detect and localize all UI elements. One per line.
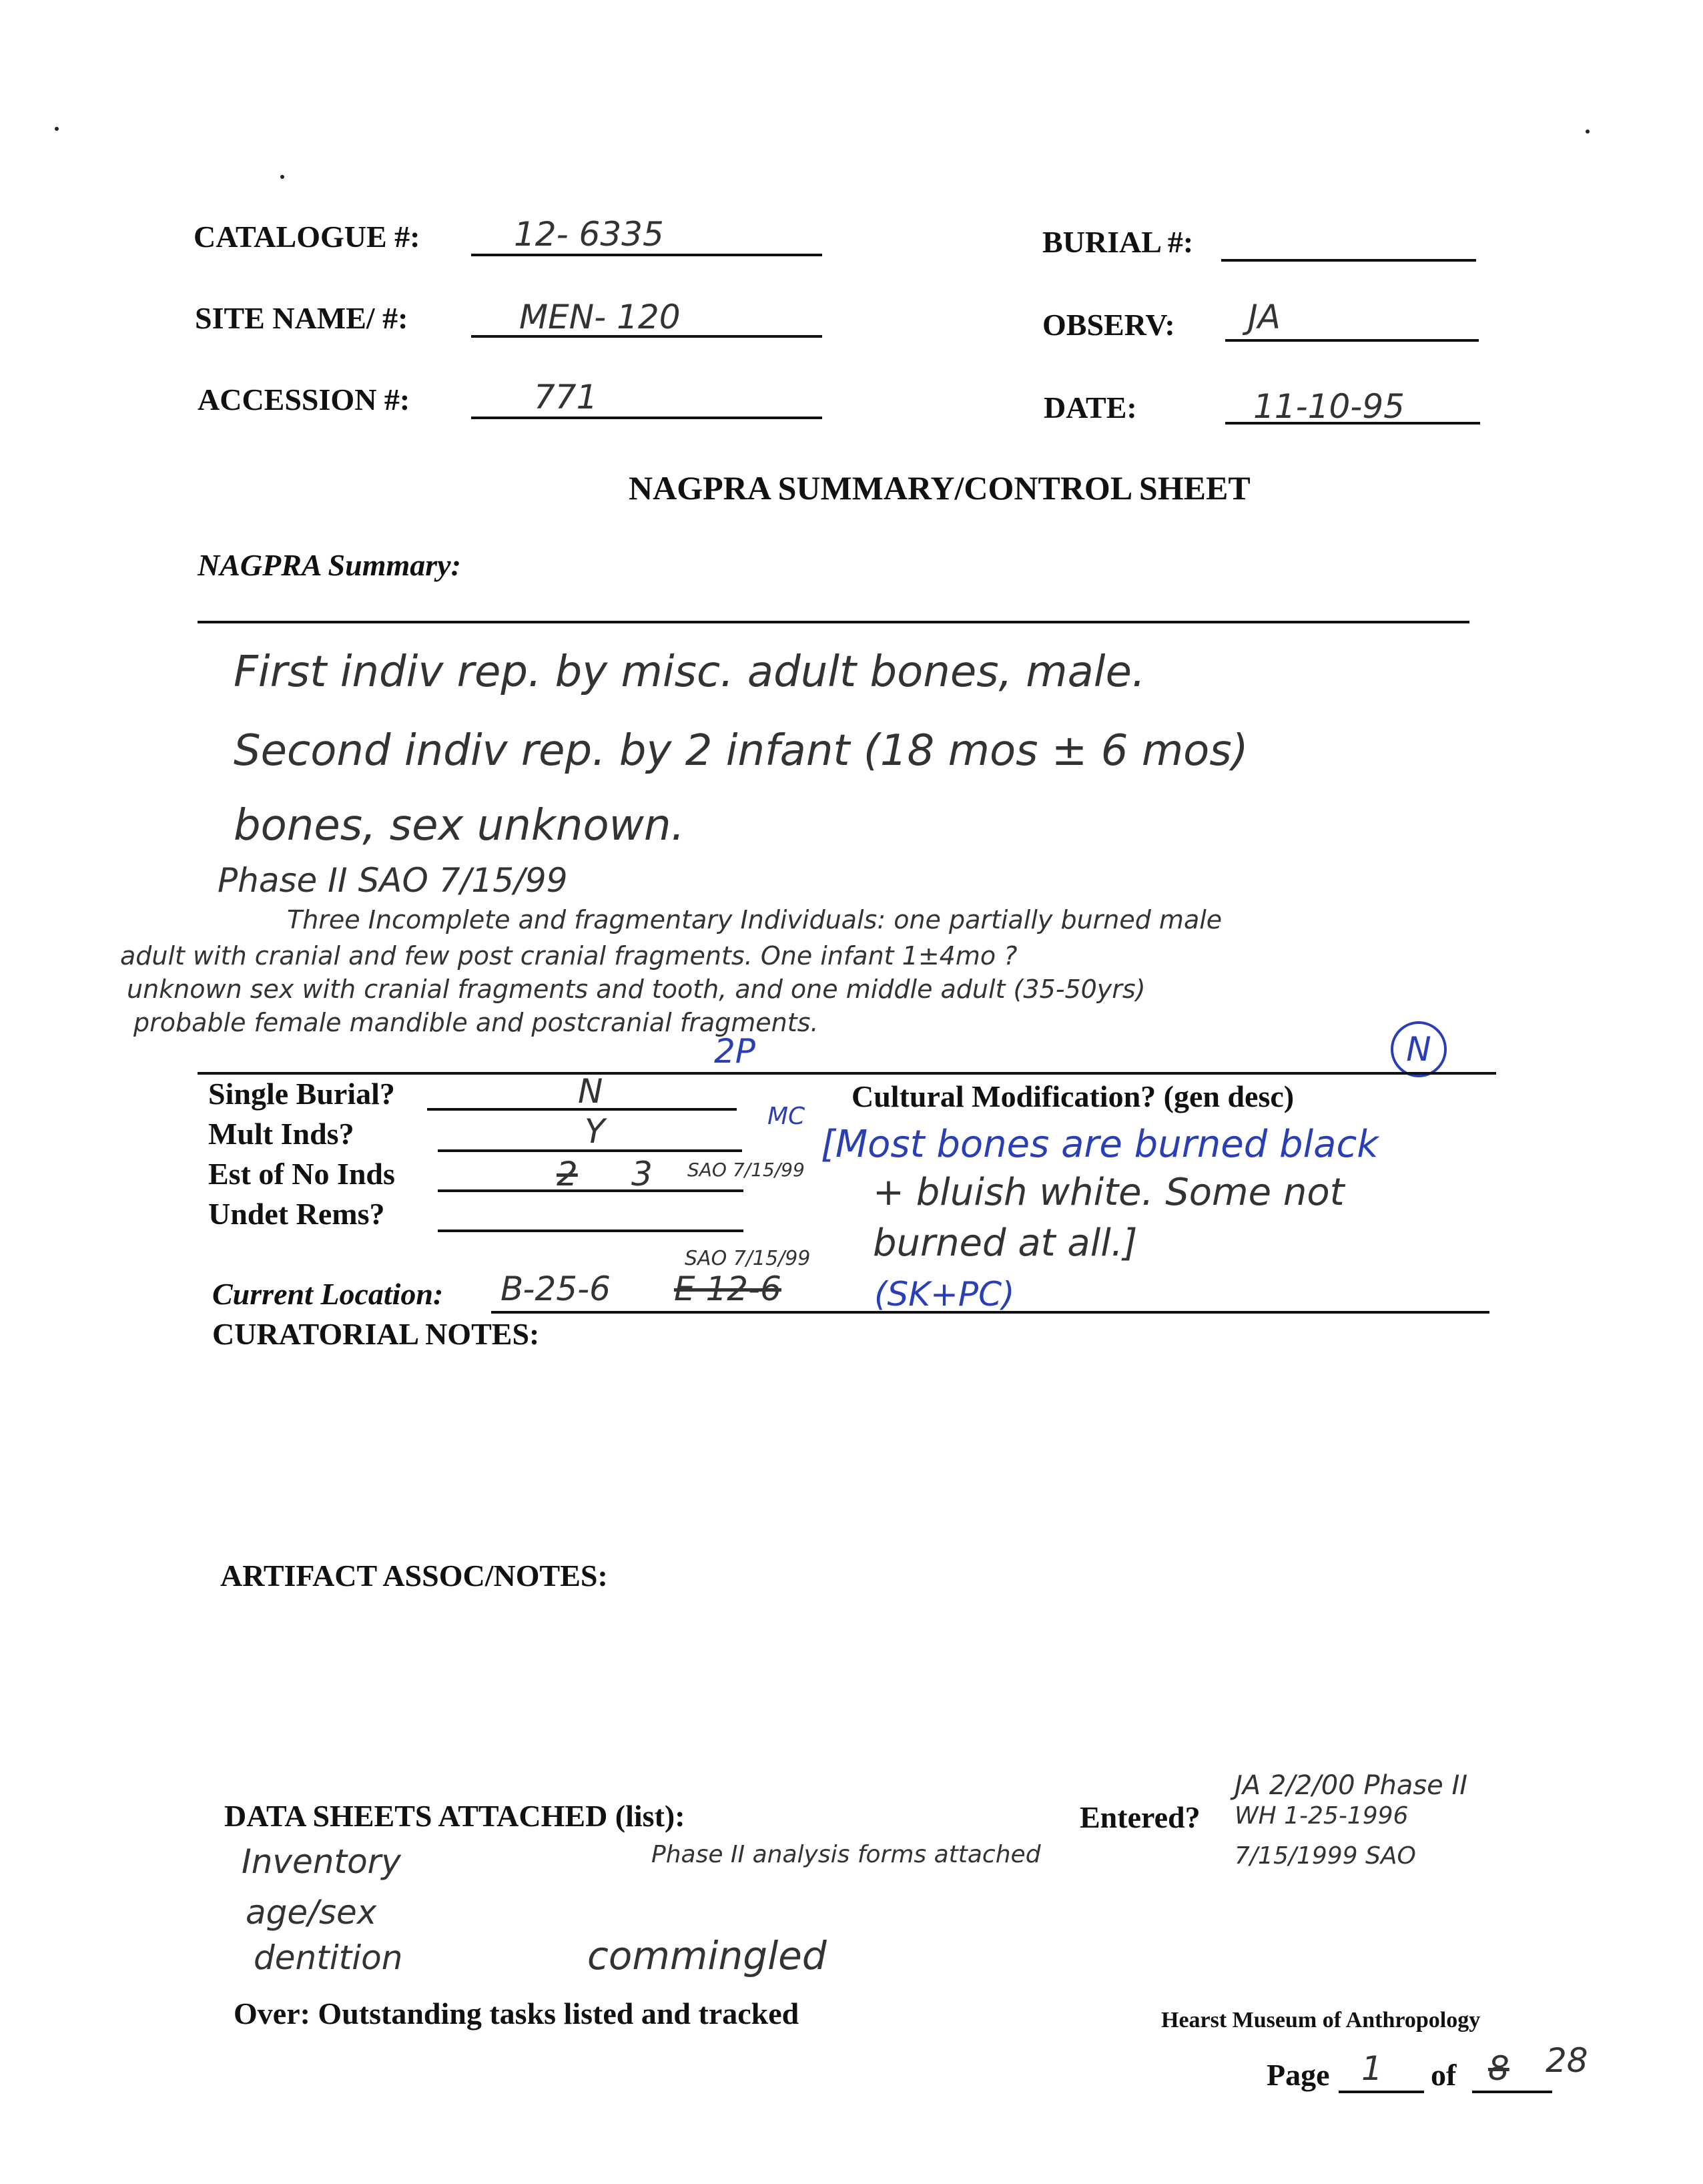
mark-n-circle [1391, 1021, 1447, 1077]
phase-line-4: probable female mandible and postcranial fragments. [133, 1008, 819, 1037]
est-inds-note: SAO 7/15/99 [687, 1159, 805, 1181]
burial-line [1221, 259, 1476, 262]
location-value: B-25-6 [500, 1270, 611, 1308]
est-inds-label: Est of No Inds [208, 1157, 395, 1191]
data-sheet-item: dentition [254, 1938, 403, 1977]
scan-speck [55, 127, 59, 131]
mult-inds-line [438, 1149, 742, 1152]
phase-line-3: unknown sex with cranial fragments and tooth, and one middle adult (35-50yrs) [127, 975, 1146, 1004]
summary-bottom-line [198, 1072, 1496, 1075]
page-label: Page [1267, 2058, 1330, 2092]
date-label: DATE: [1044, 390, 1137, 425]
cultural-line-2: + bluish white. Some not [873, 1171, 1345, 1214]
location-label: Current Location: [212, 1277, 444, 1311]
undet-rems-line [438, 1230, 743, 1232]
mult-inds-label: Mult Inds? [208, 1117, 354, 1151]
page-number: 1 [1361, 2049, 1383, 2088]
commingled-note: commingled [587, 1933, 827, 1978]
summary-line-2: Second indiv rep. by 2 infant (18 mos ± 6 mos) [234, 726, 1249, 776]
phase-note: Phase II SAO 7/15/99 [218, 861, 568, 900]
phase-line-1: Three Incomplete and fragmentary Individuals: one partially burned male [287, 905, 1223, 934]
date-line [1225, 422, 1480, 425]
cultural-line-1: [Most bones are burned black [821, 1123, 1379, 1166]
single-burial-label: Single Burial? [208, 1077, 395, 1111]
catalogue-value: 12- 6335 [514, 215, 664, 254]
scan-speck [280, 175, 284, 179]
cultural-line-3: burned at all.] [873, 1221, 1138, 1265]
data-sheets-label: DATA SHEETS ATTACHED (list): [224, 1799, 685, 1833]
cultural-mc: MC [767, 1103, 805, 1130]
burial-label: BURIAL #: [1042, 225, 1194, 259]
sheet-title: NAGPRA SUMMARY/CONTROL SHEET [629, 469, 1251, 507]
observ-label: OBSERV: [1042, 308, 1175, 342]
summary-line-1: First indiv rep. by misc. adult bones, male. [234, 647, 1146, 697]
mult-inds-value: Y [585, 1112, 605, 1151]
phase-line-2: adult with cranial and few post cranial fragments. One infant 1±4mo ? [120, 941, 1018, 971]
catalogue-line [471, 254, 822, 256]
summary-line-3: bones, sex unknown. [234, 801, 685, 850]
mark-n: N [1406, 1030, 1431, 1069]
single-burial-line [427, 1108, 737, 1111]
entered-line: JA 2/2/00 Phase II [1235, 1770, 1468, 1801]
page-total-old: 8 [1488, 2049, 1509, 2088]
accession-line [471, 417, 822, 419]
data-sheet-item: age/sex [246, 1893, 377, 1932]
entered-line: 7/15/1999 SAO [1235, 1842, 1416, 1870]
observ-value: JA [1248, 298, 1281, 336]
date-value: 11-10-95 [1253, 387, 1405, 426]
page-total: 28 [1546, 2041, 1588, 2080]
scan-speck [1586, 129, 1590, 133]
of-label: of [1431, 2058, 1457, 2092]
location-note: SAO 7/15/99 [685, 1247, 811, 1270]
cultural-label: Cultural Modification? (gen desc) [852, 1079, 1295, 1113]
artifact-label: ARTIFACT ASSOC/NOTES: [220, 1559, 608, 1593]
est-inds-old: 2 [557, 1155, 578, 1193]
site-label: SITE NAME/ #: [195, 301, 408, 335]
over-note: Over: Outstanding tasks listed and tracked [234, 1996, 799, 2030]
curatorial-label: CURATORIAL NOTES: [212, 1317, 540, 1351]
entered-line: WH 1-25-1996 [1235, 1802, 1409, 1830]
data-sheet-item: Inventory [242, 1842, 401, 1881]
summary-label: NAGPRA Summary: [198, 548, 461, 582]
site-value: MEN- 120 [519, 298, 681, 336]
accession-value: 771 [534, 378, 598, 417]
location-old: E 12-6 [674, 1270, 781, 1308]
single-burial-value: N [578, 1072, 603, 1111]
undet-rems-label: Undet Rems? [208, 1197, 385, 1231]
accession-label: ACCESSION #: [198, 382, 410, 417]
location-extra: (SK+PC) [874, 1275, 1015, 1314]
page-number-line [1339, 2091, 1424, 2093]
catalogue-label: CATALOGUE #: [194, 220, 420, 254]
entered-label: Entered? [1080, 1800, 1201, 1834]
observ-line [1225, 339, 1479, 342]
museum-name: Hearst Museum of Anthropology [1161, 2008, 1481, 2032]
page-total-line [1472, 2091, 1552, 2093]
est-inds-value: 3 [631, 1155, 653, 1193]
data-sheets-phase-note: Phase II analysis forms attached [651, 1841, 1041, 1868]
est-inds-line [438, 1189, 743, 1192]
location-line [491, 1311, 1489, 1314]
summary-line [198, 621, 1469, 623]
site-line [471, 335, 822, 338]
mark-2p: 2P [714, 1032, 755, 1071]
